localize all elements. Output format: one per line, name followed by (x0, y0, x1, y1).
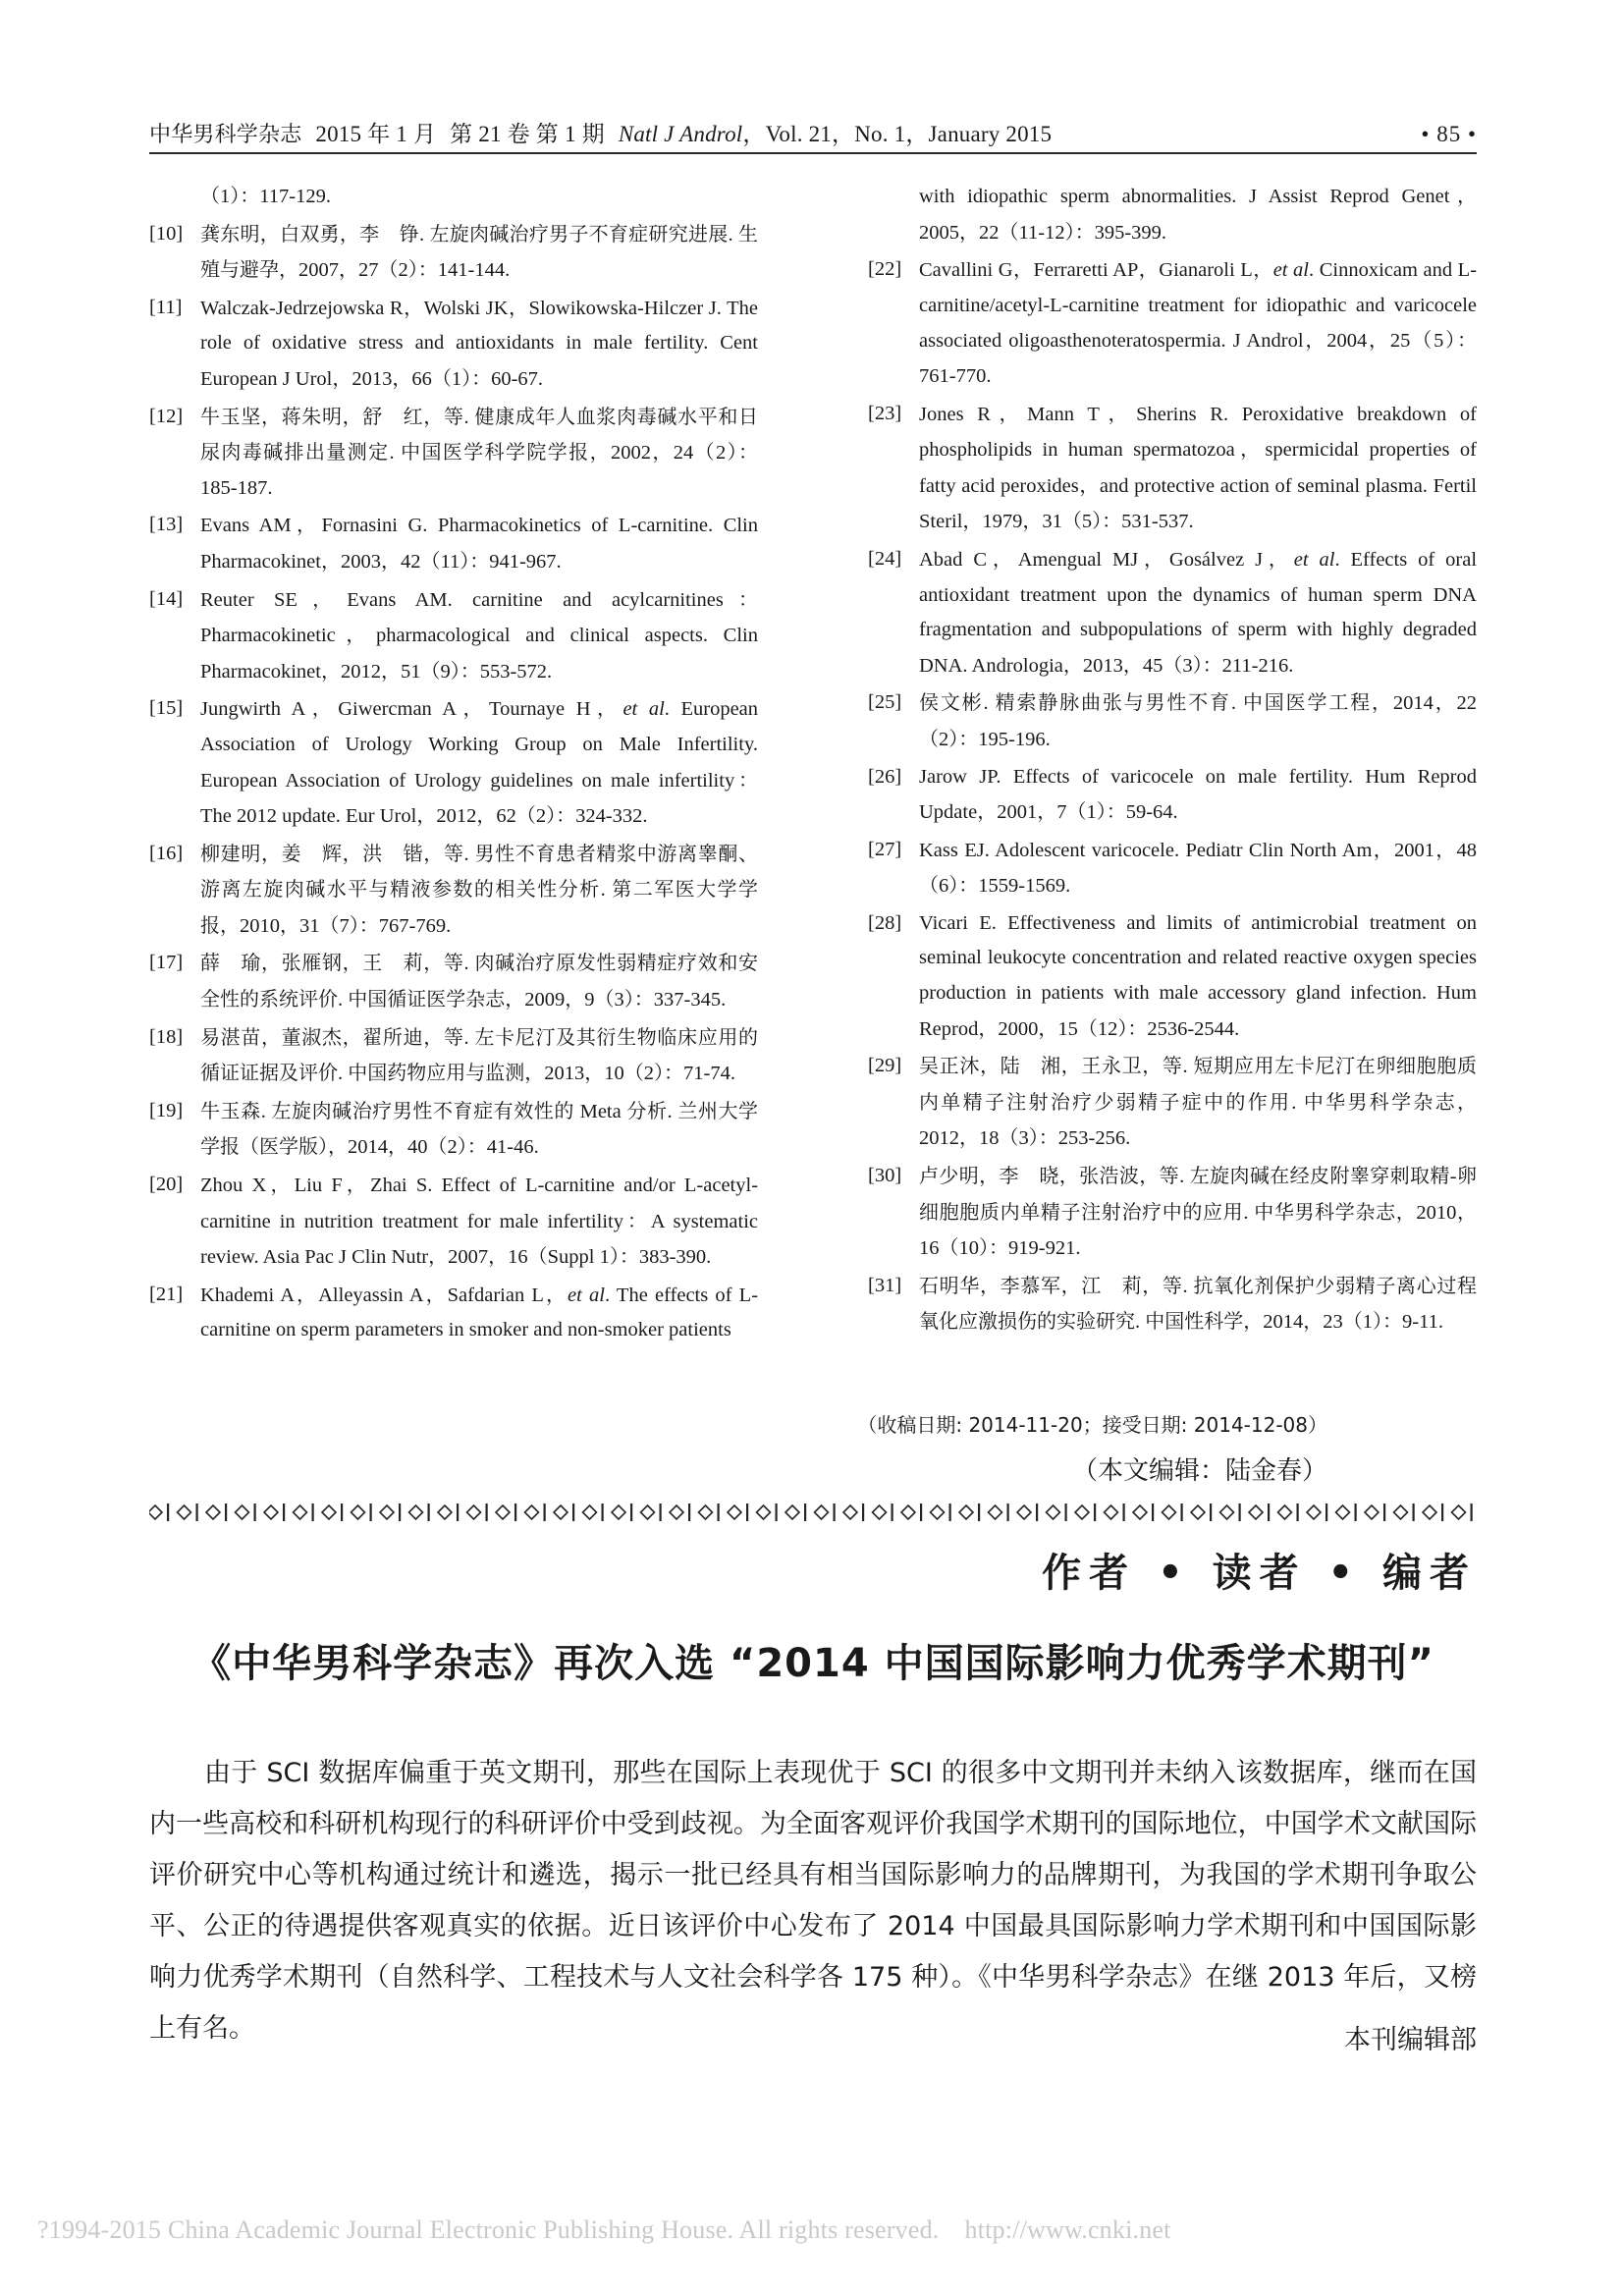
reference-text: 牛玉坚，蒋朱明，舒 红，等. 健康成年人血浆肉毒碱水平和日尿肉毒碱排出量测定. 中国医学科学院学报，2002，24（2）：185-187. (200, 404, 759, 499)
reference-entry (149, 1094, 758, 1166)
reference-entry (149, 1020, 758, 1092)
reference-entry (868, 1269, 1477, 1340)
reference-text: 卢少明，李 晓，张浩波，等. 左旋肉碱在经皮附睾穿刺取精-卵细胞胞质内单精子注射治疗中的应用. 中华男科学杂志，2010，16（10）：919-921. (919, 1164, 1478, 1260)
reference-number: [30] (868, 1165, 902, 1187)
running-head-left (149, 116, 1052, 148)
reference-entry (868, 1159, 1477, 1267)
reference-text: Jones R，Mann T，Sherins R. Peroxidative breakdown of phospholipids in human spermatozoa，spermicidal properties of fatty acid peroxides，and protective action of seminal plasma. Fertil Steril，1979，31（5）：531-537. (919, 401, 1478, 533)
article-signature: 本刊编辑部 (1344, 2025, 1477, 2055)
reference-entry (149, 1278, 758, 1348)
copyright-text: ?1994-2015 China Academic Journal Electronic Publishing House. All rights reserved. (37, 2215, 940, 2244)
reference-text: Jarow JP. Effects of varicocele on male fertility. Hum Reprod Update，2001，7（1）：59-64. (919, 765, 1477, 824)
reference-number: [11] (149, 296, 183, 318)
reference-entry (149, 1168, 758, 1276)
reference-text: Abad C，Amengual MJ，Gosálvez J，et al. Effects of oral antioxidant treatment upon the dynamics of human sperm DNA fragmentation and subpopulations of sperm with highly degraded DNA. Andrologia，2013，45（3）：211-216. (919, 546, 1478, 677)
received-date-line: （收稿日期: 2014-11-20；接受日期: 2014-12-08） (857, 1413, 1327, 1437)
reference-entry (149, 946, 758, 1017)
decorative-divider (149, 1501, 1477, 1524)
reference-text: 石明华，李慕军，江 莉，等. 抗氧化剂保护少弱精子离心过程氧化应激损伤的实验研究. 中国性科学，2014，23（1）：9-11. (919, 1273, 1478, 1334)
references-column-right (868, 179, 1477, 1342)
reference-number: [18] (149, 1025, 184, 1048)
reference-entry (149, 291, 758, 398)
reference-entry (868, 397, 1477, 540)
reference-number: [13] (149, 514, 184, 536)
reference-number: [14] (149, 587, 184, 610)
reference-number: [16] (149, 842, 184, 864)
reference-number: [28] (868, 911, 902, 934)
reference-text: Jungwirth A，Giwercman A，Tournaye H，et al. European Association of Urology Working Group on Male Infertility. European Association of Urology guidelines on male infertility：The 2012 update. Eur Urol，2012，62（2）：324-332. (200, 696, 759, 828)
reference-number: [29] (868, 1055, 902, 1077)
reference-text: 柳建明，姜 辉，洪 锴，等. 男性不育患者精浆中游离睾酮、游离左旋肉碱水平与精液参数的相关性分析. 第二军医大学学报，2010，31（7）：767-769. (200, 841, 759, 937)
editor-line: （本文编辑：陆金春） (1071, 1456, 1327, 1486)
reference-entry (868, 906, 1477, 1047)
page-number: • 85 • (1421, 122, 1477, 146)
cnki-copyright-footer (37, 2215, 1412, 2245)
cnki-url: http://www.cnki.net (964, 2215, 1171, 2244)
reference-number: [22] (868, 258, 902, 281)
reference-entry (149, 400, 758, 507)
reference-text: 龚东明，白双勇，李 铮. 左旋肉碱治疗男子不育症研究进展. 生殖与避孕，2007，27（2）：141-144. (200, 221, 759, 282)
reference-entry (868, 179, 1477, 250)
reference-number: [12] (149, 405, 184, 427)
issue-volume-cn: 第 21 卷 第 1 期 (450, 122, 605, 146)
reference-text: （1）：117-129. (200, 184, 331, 207)
reference-entry (868, 685, 1477, 757)
reference-text: 薛 瑜，张雁钢，王 莉，等. 肉碱治疗原发性弱精症疗效和安全性的系统评价. 中国循证医学杂志，2009，9（3）：337-345. (200, 951, 759, 1011)
reference-text: Reuter SE，Evans AM. carnitine and acylcarnitines：Pharmacokinetic，pharmacological and clinical aspects. Clin Pharmacokinet，2012，51（9）：553-572. (200, 586, 759, 683)
reference-entry (868, 252, 1477, 394)
reference-entry (149, 582, 758, 690)
reference-text: 易湛苗，董淑杰，翟所迪，等. 左卡尼汀及其衍生物临床应用的循证证据及评价. 中国药物应用与监测，2013，10（2）：71-74. (200, 1024, 759, 1085)
reference-entry (149, 837, 758, 945)
reference-number: [21] (149, 1283, 184, 1305)
reference-text: Zhou X，Liu F，Zhai S. Effect of L-carnitine and/or L-acetyl-carnitine in nutrition treatment for male infertility：A systematic review. Asia Pac J Clin Nutr，2007，16（Suppl 1）：383-390. (200, 1173, 759, 1269)
reference-text: 侯文彬. 精索静脉曲张与男性不育. 中国医学工程，2014，22（2）：195-196. (919, 690, 1478, 750)
reference-number: [25] (868, 691, 902, 714)
reference-text: 吴正沐，陆 湘，王永卫，等. 短期应用左卡尼汀在卵细胞胞质内单精子注射治疗少弱精子症中的作用. 中华男科学杂志，2012，18（3）：253-256. (919, 1054, 1478, 1150)
reference-entry (868, 542, 1477, 683)
reference-text: 牛玉森. 左旋肉碱治疗男性不育症有效性的 Meta 分析. 兰州大学学报（医学版），2014，40（2）：41-46. (200, 1098, 759, 1159)
reference-number: [20] (149, 1174, 184, 1196)
reference-number: [26] (868, 765, 902, 788)
reference-number: [24] (868, 547, 902, 570)
reference-entry (868, 833, 1477, 904)
reference-entry (149, 217, 758, 289)
reference-entry (149, 179, 758, 215)
reference-text: Walczak-Jedrzejowska R，Wolski JK，Slowikowska-Hilczer J. The role of oxidative stress and antioxidants in male fertility. Cent European J Urol，2013，66（1）：60-67. (200, 295, 759, 390)
running-head (149, 116, 1477, 148)
reference-text: Cavallini G，Ferraretti AP，Gianaroli L，et al. Cinnoxicam and L-carnitine/acetyl-L-carnitine treatment for idiopathic and varicocele associated oligoasthenoteratospermia. J Androl，2004，25（5）：761-770. (919, 257, 1478, 387)
reference-number: [17] (149, 952, 184, 974)
references-column-left (149, 179, 758, 1350)
reference-number: [27] (868, 838, 902, 860)
reference-number: [10] (149, 222, 184, 245)
reference-text: Evans AM，Fornasini G. Pharmacokinetics of L-carnitine. Clin Pharmacokinet，2003，42（11）：941-967. (200, 513, 759, 573)
article-title: 《中华男科学杂志》再次入选 “2014 中国国际影响力优秀学术期刊” (191, 1641, 1434, 1686)
header-rule (149, 152, 1477, 154)
journal-name-cn: 中华男科学杂志 (149, 123, 302, 147)
issue-date-cn: 2015 年 1 月 (315, 122, 437, 146)
reference-text: Kass EJ. Adolescent varicocele. Pediatr Clin North Am，2001，48（6）：1559-1569. (919, 837, 1478, 898)
reference-number: [23] (868, 402, 902, 424)
reference-number: [31] (868, 1274, 902, 1296)
reference-number: [15] (149, 697, 184, 720)
divider-pattern-icon (149, 1502, 1477, 1523)
reference-number: [19] (149, 1099, 184, 1121)
reference-text: Khademi A，Alleyassin A，Safdarian L，et al. The effects of L-carnitine on sperm parameters in smoker and non-smoker patients (200, 1282, 759, 1341)
reference-text: with idiopathic sperm abnormalities. J Assist Reprod Genet，2005，22（11-12）：395-399. (919, 184, 1477, 244)
issue-citation-en: ，Vol. 21，No. 1，January 2015 (742, 122, 1053, 146)
section-banner: 作者 • 读者 • 编者 (1042, 1551, 1477, 1596)
reference-entry (149, 508, 758, 579)
reference-entry (868, 760, 1477, 831)
journal-name-en: Natl J Androl (618, 122, 743, 146)
article-paragraph: 由于 SCI 数据库偏重于英文期刊，那些在国际上表现优于 SCI 的很多中文期刊并未纳入该数据库，继而在国内一些高校和科研机构现行的科研评价中受到歧视。为全面客观评价我国学术期刊的国际地位，中国学术文献国际评价研究中心等机构通过统计和遴选，揭示一批已经具有相当国际影响力的品牌期刊，为我国的学术期刊争取公平、公正的待遇提供客观真实的依据。近日该评价中心发布了 2014 中国最具国际影响力学术期刊和中国国际影响力优秀学术期刊（自然科学、工程技术与人文社会科学各 175 种）。《中华男科学杂志》在继 2013 年后，又榜上有名。 (149, 1758, 1477, 2044)
reference-entry (149, 691, 758, 834)
reference-entry (868, 1049, 1477, 1157)
reference-text: Vicari E. Effectiveness and limits of antimicrobial treatment on seminal leukocyte concentration and related reactive oxygen species production in patients with male accessory gland infection. Hum Reprod，2000，15（12）：2536-2544. (919, 911, 1477, 1040)
